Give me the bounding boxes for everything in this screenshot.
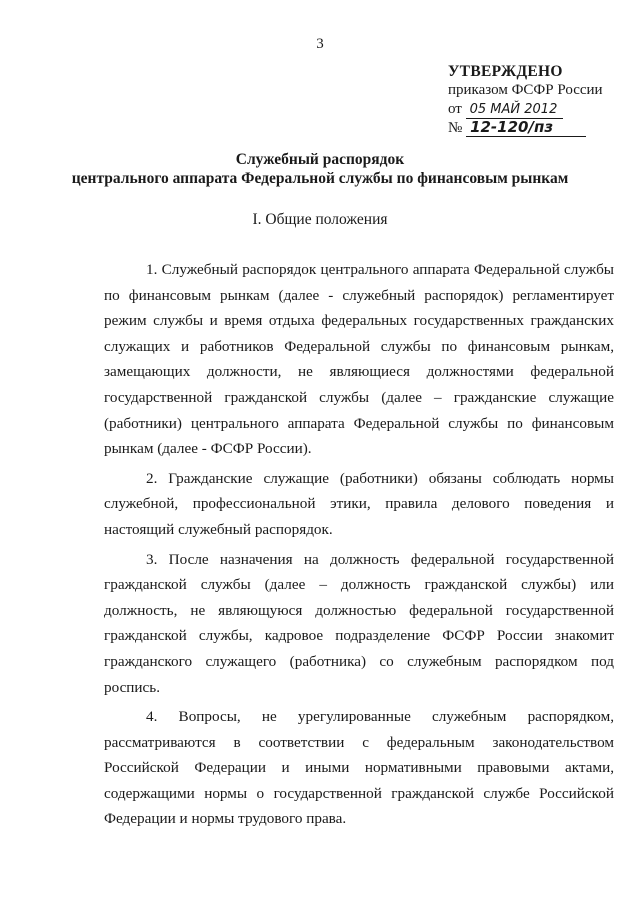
paragraph-2: 2. Гражданские служащие (работники) обязаны соблюдать нормы служебной, профессиональной этики, правила делового поведения и настоящий служебный распорядок. <box>104 469 614 538</box>
paragraph-4: 4. Вопросы, не урегулированные служебным распорядком, рассматриваются в соответствии с федеральным законодательством Российской Федерации и иными нормативными правовыми актами, содержащими нормы о государственной гражданской службе Российской Федерации и нормы трудового права. <box>104 708 614 828</box>
document-title-line-1: Служебный распорядок <box>235 151 405 168</box>
approval-number-value: 12-120/пз <box>466 119 586 137</box>
document-title <box>0 150 640 188</box>
approval-number-prefix: № <box>448 120 463 136</box>
approval-date-line <box>448 100 628 119</box>
approval-date-prefix: от <box>448 101 462 117</box>
document-body <box>104 257 614 832</box>
paragraph-3: 3. После назначения на должность федеральной государственной гражданской службы (далее – должность гражданской службы) или должность, не являющуюся должностью федеральной государственной гражданской службы, кадровое подразделение ФСФР России знакомит гражданского служащего (работника) со служебным распорядком под роспись. <box>104 550 614 696</box>
approval-date-value: 05 МАЙ 2012 <box>466 101 564 119</box>
page-number: 3 <box>316 36 324 52</box>
document-title-line-2: центрального аппарата Федеральной службы по финансовым рынкам <box>71 170 569 187</box>
approval-order-line: приказом ФСФР России <box>448 82 603 98</box>
approval-stamp <box>448 62 628 138</box>
section-title: I. Общие положения <box>252 211 388 228</box>
paragraph-1: 1. Служебный распорядок центрального аппарата Федеральной службы по финансовым рынкам (далее - служебный распорядок) регламентирует режим службы и время отдыха федеральных государственных гражданских служащих и работников Федеральной службы по финансовым рынкам, замещающих должности, не являющиеся должностями федеральной государственной гражданской службы (далее – гражданские служащие (работники) центрального аппарата Федеральной службы по финансовым рынкам (далее - ФСФР России). <box>104 261 614 458</box>
approval-number-line <box>448 119 628 138</box>
approval-title: УТВЕРЖДЕНО <box>448 63 563 80</box>
